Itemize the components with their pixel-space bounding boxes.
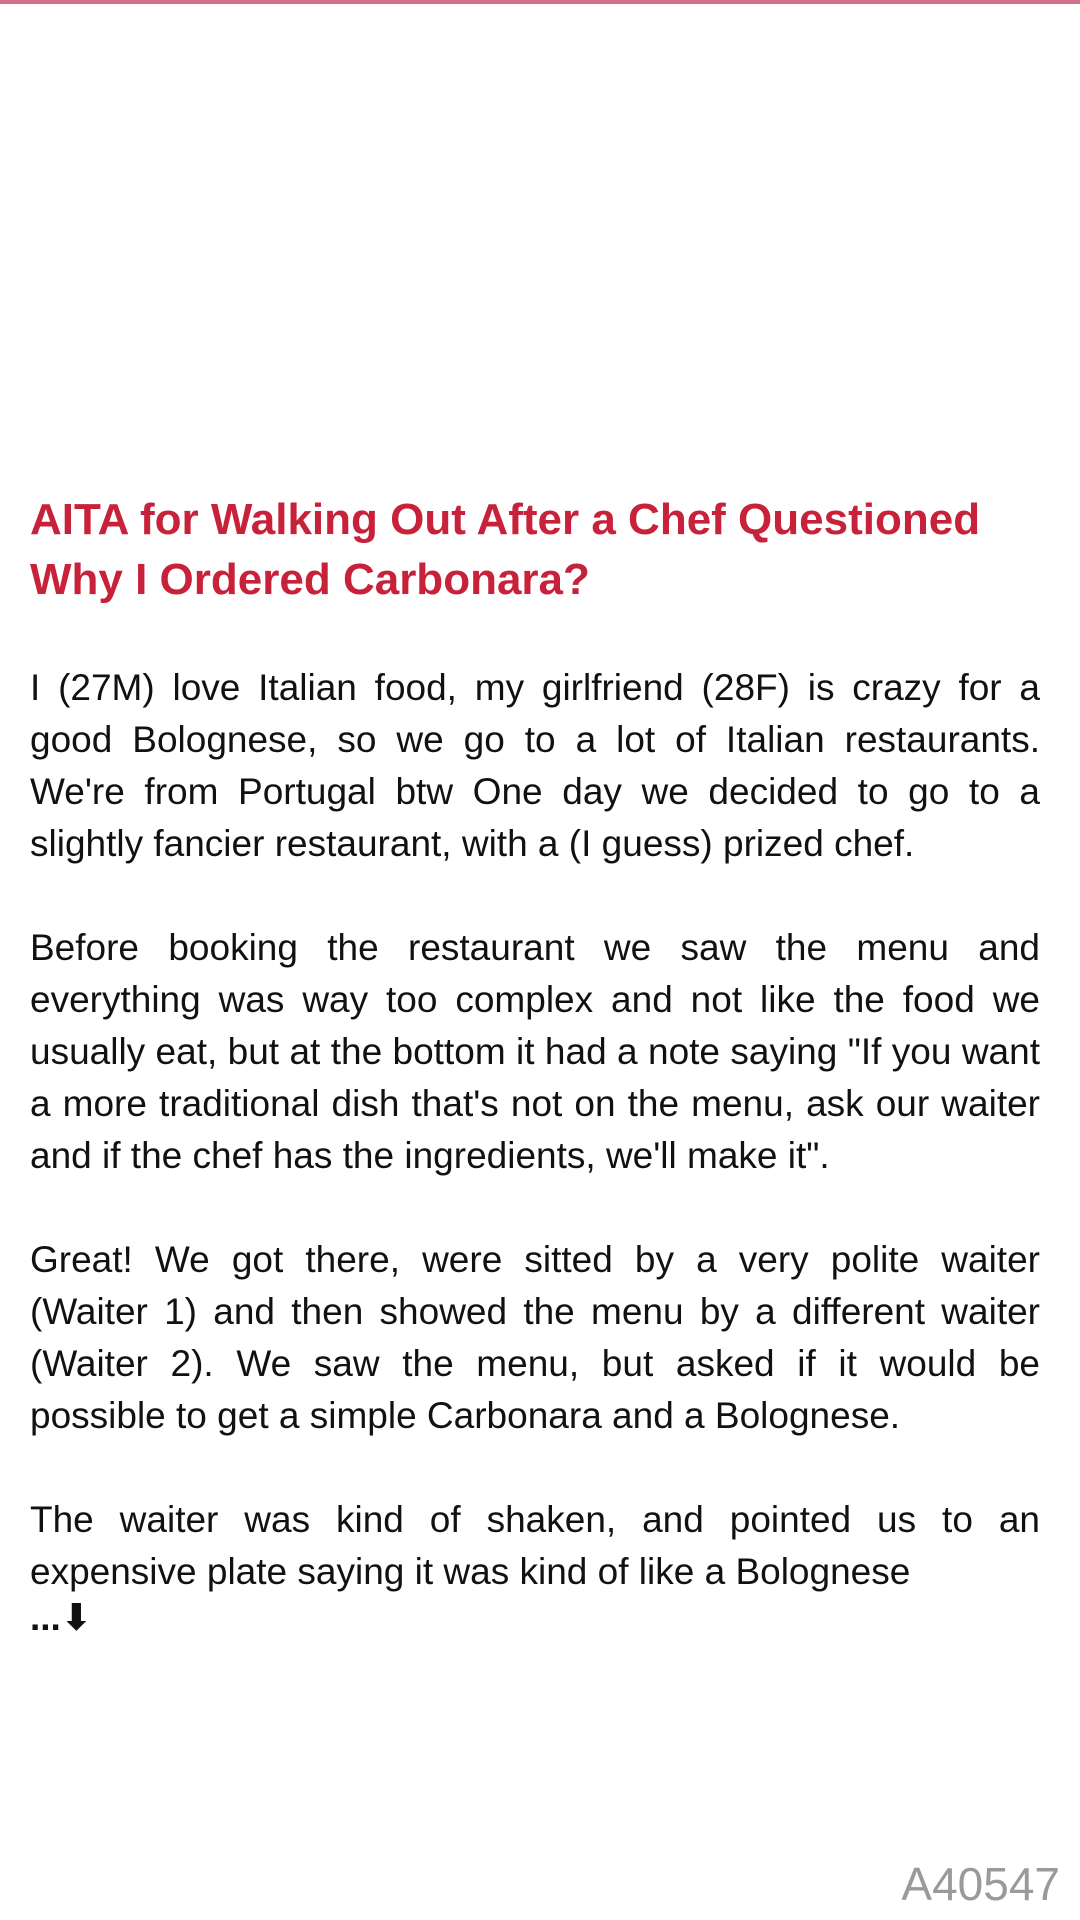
post-id-label: A40547 [901, 1858, 1060, 1910]
post-title: AITA for Walking Out After a Chef Questioned Why I Ordered Carbonara? [30, 495, 981, 604]
read-more-indicator[interactable]: ...⬇ [30, 1597, 92, 1638]
post-paragraph: I (27M) love Italian food, my girlfriend (28F) is crazy for a good Bolognese, so we go to a lot of Italian restaurants. We're from Portugal btw One day we decided to go to a slightly fancier restaurant, with a (I guess) prized chef. [30, 667, 1040, 864]
top-accent-bar [0, 0, 1080, 4]
post-paragraph: The waiter was kind of shaken, and pointed us to an expensive plate saying it was kind of like a Bolognese [30, 1499, 1040, 1592]
post-content [30, 490, 1040, 1638]
post-paragraph: Before booking the restaurant we saw the menu and everything was way too complex and not like the food we usually eat, but at the bottom it had a note saying "If you want a more traditional dish that's not on the menu, ask our waiter and if the chef has the ingredients, we'll make it". [30, 927, 1040, 1176]
post-paragraph: Great! We got there, were sitted by a very polite waiter (Waiter 1) and then showed the menu by a different waiter (Waiter 2). We saw the menu, but asked if it would be possible to get a simple Carbonara and a Bolognese. [30, 1239, 1040, 1436]
